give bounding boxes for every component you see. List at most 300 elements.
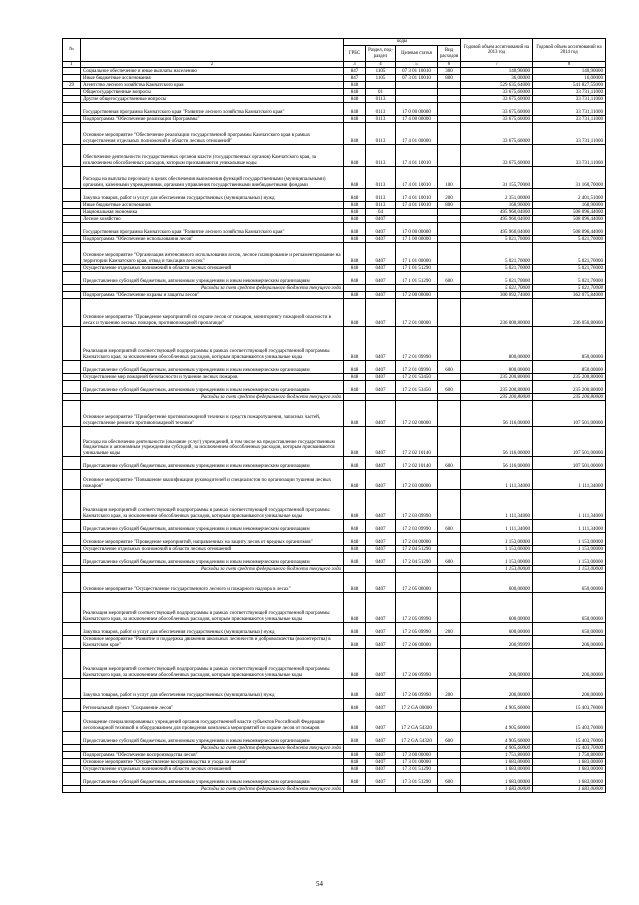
row-name: Лесное хозяйство bbox=[81, 216, 344, 223]
row-grbs: 848 bbox=[344, 292, 366, 299]
row-target-article: 17 2 01 09990 bbox=[396, 327, 438, 361]
row-grbs: 848 bbox=[344, 752, 366, 759]
row-target-article: 17 2 01 53450 bbox=[396, 381, 438, 394]
table-row bbox=[63, 766, 606, 773]
row-amount-2013: 235 200,80000 bbox=[461, 381, 533, 394]
row-grbs bbox=[344, 566, 366, 573]
row-expense-type bbox=[438, 427, 461, 457]
row-grbs: 848 bbox=[344, 82, 366, 89]
row-amount-2014: 1 111,34000 bbox=[533, 520, 606, 533]
table-row bbox=[63, 265, 606, 272]
row-expense-type bbox=[438, 116, 461, 123]
row-number bbox=[63, 265, 81, 272]
table-header bbox=[63, 39, 606, 68]
row-razdel bbox=[366, 566, 396, 573]
row-grbs: 848 bbox=[344, 520, 366, 533]
row-razdel: 0407 bbox=[366, 427, 396, 457]
row-razdel: 0407 bbox=[366, 223, 396, 236]
row-number bbox=[63, 292, 81, 299]
row-expense-type bbox=[438, 712, 461, 732]
row-number bbox=[63, 272, 81, 285]
row-name: Агентство лесного хозяйства Камчатского края bbox=[81, 82, 344, 89]
header-target-article: Целевая статья bbox=[396, 46, 438, 62]
row-razdel: 0407 bbox=[366, 401, 396, 427]
row-razdel: 0407 bbox=[366, 381, 396, 394]
row-name: Осуществление отдельных полномочий в области лесных отношений bbox=[81, 546, 344, 553]
row-target-article: 17 2 01 53450 bbox=[396, 374, 438, 381]
row-amount-2014: 16,00000 bbox=[533, 75, 606, 82]
row-razdel: 0407 bbox=[366, 243, 396, 265]
row-grbs: 848 bbox=[344, 123, 366, 145]
row-amount-2014: 206,00000 bbox=[533, 636, 606, 649]
row-amount-2014: 168,90000 bbox=[533, 202, 606, 209]
row-expense-type bbox=[438, 401, 461, 427]
row-razdel: 0113 bbox=[366, 189, 396, 202]
row-name: Предоставление субсидий бюджетным, автономным учреждениям и иным некоммерческим организациям bbox=[81, 732, 344, 745]
row-expense-type bbox=[438, 103, 461, 116]
row-amount-2014: 33 731,11000 bbox=[533, 96, 606, 103]
row-target-article bbox=[396, 89, 438, 96]
row-expense-type bbox=[438, 145, 461, 167]
row-expense-type bbox=[438, 96, 461, 103]
row-name: Подпрограмма "Обеспечение охраны и защиты лесов" bbox=[81, 292, 344, 299]
row-razdel: 0113 bbox=[366, 202, 396, 209]
row-grbs: 848 bbox=[344, 679, 366, 699]
row-amount-2013: 4 905,60000 bbox=[461, 732, 533, 745]
row-grbs: 848 bbox=[344, 145, 366, 167]
row-name: Государственная программа Камчатского края "Развитие лесного хозяйства Камчатского края" bbox=[81, 103, 344, 116]
row-amount-2014: 33 731,11000 bbox=[533, 116, 606, 123]
row-grbs: 848 bbox=[344, 470, 366, 490]
row-amount-2014: 33 731,11000 bbox=[533, 145, 606, 167]
row-expense-type bbox=[438, 374, 461, 381]
row-amount-2014: 850,00000 bbox=[533, 361, 606, 374]
row-expense-type bbox=[438, 243, 461, 265]
row-amount-2013: 2 351,00000 bbox=[461, 189, 533, 202]
table-row bbox=[63, 123, 606, 145]
row-expense-type: 600 bbox=[438, 553, 461, 566]
row-target-article: 17 2 GA 54320 bbox=[396, 732, 438, 745]
row-grbs: 848 bbox=[344, 766, 366, 773]
row-razdel bbox=[366, 745, 396, 752]
row-amount-2014: 5 021,70000 bbox=[533, 285, 606, 292]
row-grbs: 848 bbox=[344, 699, 366, 712]
row-number bbox=[63, 299, 81, 327]
row-grbs: 848 bbox=[344, 116, 366, 123]
row-razdel: 0407 bbox=[366, 699, 396, 712]
row-expense-type: 600 bbox=[438, 361, 461, 374]
row-grbs: 848 bbox=[344, 636, 366, 649]
row-expense-type: 600 bbox=[438, 732, 461, 745]
row-amount-2013: 33 675,60000 bbox=[461, 123, 533, 145]
row-number bbox=[63, 223, 81, 236]
table-row bbox=[63, 236, 606, 243]
row-amount-2014: 1 750,80000 bbox=[533, 752, 606, 759]
row-amount-2014: 31 160,70000 bbox=[533, 167, 606, 189]
row-name: Основное мероприятие "Осуществление государственного лесного и пожарного надзора в лесах" bbox=[81, 573, 344, 593]
row-expense-type bbox=[438, 649, 461, 679]
row-razdel: 0407 bbox=[366, 533, 396, 546]
row-name: Социальное обеспечение и иные выплаты населению bbox=[81, 68, 344, 75]
table-row bbox=[63, 490, 606, 520]
table-row bbox=[63, 553, 606, 566]
row-name: Региональный проект "Сохранение лесов" bbox=[81, 699, 344, 712]
row-amount-2013: 495 960,04000 bbox=[461, 216, 533, 223]
row-razdel: 0407 bbox=[366, 327, 396, 361]
table-row bbox=[63, 68, 606, 75]
table-row bbox=[63, 401, 606, 427]
row-expense-type bbox=[438, 533, 461, 546]
row-amount-2013: 1 683,00000 bbox=[461, 766, 533, 773]
row-name: Реализация мероприятий соответствующей подпрограммы в рамках соответствующей государственной программы Камчатского края, за исключением обособленных расходов, которым присваиваются уникальные коды bbox=[81, 490, 344, 520]
row-amount-2014: 33 731,11000 bbox=[533, 123, 606, 145]
row-name: Иные бюджетные ассигнования bbox=[81, 202, 344, 209]
row-razdel: 0407 bbox=[366, 636, 396, 649]
row-razdel: 0407 bbox=[366, 299, 396, 327]
row-expense-type bbox=[438, 786, 461, 793]
row-name: Основное мероприятие "Обеспечение реализации государственной программы Камчатского края в рамках осуществления отдельных полномочий в области лесных отношений" bbox=[81, 123, 344, 145]
row-razdel: 0407 bbox=[366, 457, 396, 470]
row-razdel: 0113 bbox=[366, 167, 396, 189]
row-target-article: 17 2 04 00000 bbox=[396, 533, 438, 546]
row-amount-2013: 495 960,04000 bbox=[461, 223, 533, 236]
row-number bbox=[63, 202, 81, 209]
row-name: Подпрограмма "Обеспечение воспроизводства лесов" bbox=[81, 752, 344, 759]
row-number bbox=[63, 381, 81, 394]
row-name: Осуществление отдельных полномочий в области лесных отношений bbox=[81, 265, 344, 272]
row-number bbox=[63, 520, 81, 533]
row-razdel: 0407 bbox=[366, 766, 396, 773]
row-expense-type bbox=[438, 209, 461, 216]
header-colnum: 2 bbox=[81, 62, 344, 68]
row-razdel bbox=[366, 786, 396, 793]
row-grbs: 848 bbox=[344, 490, 366, 520]
row-amount-2013: 56 116,00000 bbox=[461, 427, 533, 457]
row-name: Основное мероприятие "Проведение мероприятий, направленных на защиту лесов от вредных организмов" bbox=[81, 533, 344, 546]
row-razdel: 0407 bbox=[366, 236, 396, 243]
table-row bbox=[63, 272, 606, 285]
table-row bbox=[63, 623, 606, 636]
row-expense-type: 600 bbox=[438, 457, 461, 470]
row-target-article: 17 2 02 00000 bbox=[396, 401, 438, 427]
row-grbs: 848 bbox=[344, 457, 366, 470]
row-razdel bbox=[366, 82, 396, 89]
row-name: Закупка товаров, работ и услуг для обеспечения государственных (муниципальных) нужд bbox=[81, 623, 344, 636]
row-grbs: 848 bbox=[344, 649, 366, 679]
row-target-article: 17 2 01 00000 bbox=[396, 299, 438, 327]
row-amount-2013: 5 021,70000 bbox=[461, 243, 533, 265]
row-name: Предоставление субсидий бюджетным, автономным учреждениям и иным некоммерческим организациям bbox=[81, 553, 344, 566]
table-row bbox=[63, 75, 606, 82]
row-amount-2013: 1 111,34000 bbox=[461, 490, 533, 520]
row-razdel: 0407 bbox=[366, 272, 396, 285]
row-target-article bbox=[396, 96, 438, 103]
row-number bbox=[63, 470, 81, 490]
row-grbs: 848 bbox=[344, 427, 366, 457]
row-grbs: 848 bbox=[344, 236, 366, 243]
table-row bbox=[63, 82, 606, 89]
row-name: Расходы за счет средств федерального бюджета текущего года bbox=[81, 285, 344, 292]
row-target-article bbox=[396, 216, 438, 223]
table-row bbox=[63, 209, 606, 216]
row-grbs: 848 bbox=[344, 189, 366, 202]
row-target-article: 17 2 02 10140 bbox=[396, 457, 438, 470]
row-name: Реализация мероприятий соответствующей подпрограммы в рамках соответствующей государственной программы Камчатского края, за исключением обособленных расходов, которым присваиваются уникальные коды bbox=[81, 593, 344, 623]
row-target-article: 17 2 06 09990 bbox=[396, 649, 438, 679]
row-expense-type bbox=[438, 593, 461, 623]
table-row bbox=[63, 427, 606, 457]
table-row bbox=[63, 89, 606, 96]
row-number bbox=[63, 699, 81, 712]
row-amount-2013: 1 683,00000 bbox=[461, 759, 533, 766]
row-target-article: 17 0 00 00000 bbox=[396, 223, 438, 236]
row-number bbox=[63, 553, 81, 566]
row-expense-type: 600 bbox=[438, 381, 461, 394]
row-number bbox=[63, 374, 81, 381]
row-razdel: 0407 bbox=[366, 265, 396, 272]
row-amount-2014: 508 096,44000 bbox=[533, 223, 606, 236]
row-expense-type bbox=[438, 216, 461, 223]
table-row bbox=[63, 470, 606, 490]
row-target-article: 07 3 01 10010 bbox=[396, 68, 438, 75]
row-amount-2013: 529 635,64000 bbox=[461, 82, 533, 89]
row-amount-2013: 236 000,80000 bbox=[461, 299, 533, 327]
row-razdel: 0407 bbox=[366, 773, 396, 786]
row-name: Закупка товаров, работ и услуг для обеспечения государственных (муниципальных) нужд bbox=[81, 679, 344, 699]
row-name: Предоставление субсидий бюджетным, автономным учреждениям и иным некоммерческим организациям bbox=[81, 361, 344, 374]
row-amount-2014: 508 096,44000 bbox=[533, 216, 606, 223]
header-colnum: 6 bbox=[438, 62, 461, 68]
row-grbs: 848 bbox=[344, 299, 366, 327]
table-row bbox=[63, 759, 606, 766]
row-expense-type bbox=[438, 470, 461, 490]
row-amount-2013: 4 905,60000 bbox=[461, 699, 533, 712]
row-expense-type bbox=[438, 123, 461, 145]
row-razdel: 0407 bbox=[366, 679, 396, 699]
row-number bbox=[63, 327, 81, 361]
row-name: Осуществление отдельных полномочий в области лесных отношений bbox=[81, 766, 344, 773]
row-grbs: 848 bbox=[344, 732, 366, 745]
row-target-article bbox=[396, 285, 438, 292]
row-razdel: 1105 bbox=[366, 75, 396, 82]
row-amount-2013: 4 905,60000 bbox=[461, 745, 533, 752]
header-year-2014: Годовой объем ассигнований на 2014 год bbox=[533, 39, 606, 62]
row-number bbox=[63, 766, 81, 773]
row-number bbox=[63, 759, 81, 766]
table-row bbox=[63, 712, 606, 732]
row-number bbox=[63, 189, 81, 202]
row-target-article: 17 4 01 10010 bbox=[396, 202, 438, 209]
table-row-federal-subtotal bbox=[63, 786, 606, 793]
row-target-article bbox=[396, 394, 438, 401]
row-number bbox=[63, 457, 81, 470]
row-target-article bbox=[396, 786, 438, 793]
row-name: Осуществление мер пожарной безопасности и тушение лесных пожаров bbox=[81, 374, 344, 381]
table-row bbox=[63, 299, 606, 327]
row-grbs: 848 bbox=[344, 265, 366, 272]
row-amount-2014: 235 200,80000 bbox=[533, 374, 606, 381]
row-number bbox=[63, 732, 81, 745]
row-number bbox=[63, 752, 81, 759]
row-number bbox=[63, 786, 81, 793]
row-target-article: 17 2 04 51290 bbox=[396, 546, 438, 553]
row-razdel: 0407 bbox=[366, 361, 396, 374]
row-amount-2014: 1 153,00000 bbox=[533, 533, 606, 546]
row-name: Общегосударственные вопросы bbox=[81, 89, 344, 96]
row-amount-2013: 33 675,60000 bbox=[461, 96, 533, 103]
table-row bbox=[63, 457, 606, 470]
row-razdel: 0113 bbox=[366, 96, 396, 103]
row-razdel: 0407 bbox=[366, 593, 396, 623]
row-expense-type: 200 bbox=[438, 189, 461, 202]
row-target-article: 17 3 01 51290 bbox=[396, 766, 438, 773]
row-grbs: 848 bbox=[344, 374, 366, 381]
row-name: Предоставление субсидий бюджетным, автономным учреждениям и иным некоммерческим организациям bbox=[81, 457, 344, 470]
row-target-article: 17 4 01 00000 bbox=[396, 123, 438, 145]
row-target-article bbox=[396, 209, 438, 216]
row-grbs: 848 bbox=[344, 327, 366, 361]
row-amount-2013: 1 751,80000 bbox=[461, 752, 533, 759]
row-name: Оснащение специализированных учреждений органов государственной власти субъектов Российской Федерации лесопожарной техникой и оборудованием для проведения комплекса мероприятий по охране лесов от пожаров bbox=[81, 712, 344, 732]
row-razdel: 0407 bbox=[366, 573, 396, 593]
row-expense-type bbox=[438, 394, 461, 401]
row-amount-2013: 168,90000 bbox=[461, 202, 533, 209]
row-target-article: 17 4 01 10010 bbox=[396, 145, 438, 167]
row-expense-type: 200 bbox=[438, 679, 461, 699]
row-grbs: 848 bbox=[344, 89, 366, 96]
row-razdel: 0407 bbox=[366, 712, 396, 732]
row-name: Другие общегосударственные вопросы bbox=[81, 96, 344, 103]
row-grbs: 848 bbox=[344, 623, 366, 636]
row-amount-2014: 15 403,70000 bbox=[533, 745, 606, 752]
table-row bbox=[63, 223, 606, 236]
row-amount-2013: 206,00000 bbox=[461, 649, 533, 679]
row-grbs: 848 bbox=[344, 209, 366, 216]
row-amount-2014: 362 075,84000 bbox=[533, 292, 606, 299]
table-row bbox=[63, 546, 606, 553]
row-amount-2013: 1 153,00000 bbox=[461, 566, 533, 573]
row-number bbox=[63, 636, 81, 649]
row-razdel: 04 bbox=[366, 209, 396, 216]
row-name: Предоставление субсидий бюджетным, автономным учреждениям и иным некоммерческим организациям bbox=[81, 272, 344, 285]
row-razdel: 0407 bbox=[366, 490, 396, 520]
row-amount-2014: 850,00000 bbox=[533, 327, 606, 361]
row-grbs bbox=[344, 786, 366, 793]
row-name: Предоставление субсидий бюджетным, автономным учреждениям и иным некоммерческим организациям bbox=[81, 520, 344, 533]
row-amount-2014: 140,90000 bbox=[533, 68, 606, 75]
row-amount-2014: 5 021,70000 bbox=[533, 265, 606, 272]
row-expense-type: 200 bbox=[438, 623, 461, 636]
header-codes: коды bbox=[344, 39, 461, 46]
row-amount-2013: 33 675,60000 bbox=[461, 89, 533, 96]
row-grbs: 848 bbox=[344, 216, 366, 223]
row-expense-type bbox=[438, 89, 461, 96]
row-amount-2013: 1 111,34000 bbox=[461, 470, 533, 490]
row-grbs: 848 bbox=[344, 361, 366, 374]
row-amount-2014: 33 731,11000 bbox=[533, 89, 606, 96]
row-amount-2013: 56 116,00000 bbox=[461, 401, 533, 427]
row-number bbox=[63, 167, 81, 189]
table-row bbox=[63, 327, 606, 361]
row-name: Государственная программа Камчатского края "Развитие лесного хозяйства Камчатского края" bbox=[81, 223, 344, 236]
table-row bbox=[63, 520, 606, 533]
row-expense-type bbox=[438, 490, 461, 520]
row-razdel: 0113 bbox=[366, 145, 396, 167]
row-expense-type bbox=[438, 236, 461, 243]
table-row bbox=[63, 116, 606, 123]
row-amount-2013: 140,90000 bbox=[461, 68, 533, 75]
row-grbs bbox=[344, 394, 366, 401]
header-colnum: 5 bbox=[396, 62, 438, 68]
row-number bbox=[63, 712, 81, 732]
row-number bbox=[63, 649, 81, 679]
table-row bbox=[63, 679, 606, 699]
row-amount-2014: 107 501,00000 bbox=[533, 401, 606, 427]
table-row bbox=[63, 202, 606, 209]
row-amount-2014: 206,00000 bbox=[533, 679, 606, 699]
row-amount-2013: 800,00000 bbox=[461, 361, 533, 374]
table-row bbox=[63, 96, 606, 103]
row-amount-2013: 36,00000 bbox=[461, 75, 533, 82]
row-grbs: 848 bbox=[344, 553, 366, 566]
table-row bbox=[63, 189, 606, 202]
table-row bbox=[63, 145, 606, 167]
row-amount-2014: 235 200,80000 bbox=[533, 381, 606, 394]
row-name: Расходы на выплаты персоналу в целях обеспечения выполнения функций государственными (муниципальными) органами, казенными учреждениями, органами управления государственными внебюджетными фондами bbox=[81, 167, 344, 189]
row-amount-2013: 1 683,00000 bbox=[461, 773, 533, 786]
row-name: Реализация мероприятий соответствующей подпрограммы в рамках соответствующей государственной программы Камчатского края, за исключением обособленных расходов, которым присваиваются уникальные коды bbox=[81, 327, 344, 361]
table-row bbox=[63, 593, 606, 623]
header-colnum: 1 bbox=[63, 62, 81, 68]
row-grbs: 848 bbox=[344, 546, 366, 553]
row-expense-type bbox=[438, 752, 461, 759]
row-amount-2014: 1 683,00000 bbox=[533, 773, 606, 786]
table-row bbox=[63, 361, 606, 374]
table-row bbox=[63, 374, 606, 381]
row-number bbox=[63, 773, 81, 786]
row-expense-type: 100 bbox=[438, 167, 461, 189]
row-grbs: 848 bbox=[344, 573, 366, 593]
row-target-article: 17 2 GA 54320 bbox=[396, 712, 438, 732]
row-grbs: 848 bbox=[344, 533, 366, 546]
row-amount-2013: 4 905,60000 bbox=[461, 712, 533, 732]
row-expense-type: 600 bbox=[438, 773, 461, 786]
header-expense-type: Вид расходов bbox=[438, 46, 461, 62]
row-name: Расходы на обеспечение деятельности (оказание услуг) учреждений, в том числе на предоставление государственным бюджетным и автономным учреждениям субсидий, за исключением обособленных расходов, которым присваиваются уникальные коды bbox=[81, 427, 344, 457]
row-amount-2014: 15 403,70000 bbox=[533, 712, 606, 732]
row-razdel: 0407 bbox=[366, 216, 396, 223]
table-row bbox=[63, 381, 606, 394]
row-target-article: 17 4 01 10010 bbox=[396, 167, 438, 189]
row-target-article: 17 3 01 51290 bbox=[396, 773, 438, 786]
row-grbs bbox=[344, 285, 366, 292]
row-target-article: 17 3 01 00000 bbox=[396, 759, 438, 766]
row-grbs: 847 bbox=[344, 68, 366, 75]
row-grbs: 847 bbox=[344, 75, 366, 82]
row-amount-2014: 2 401,51000 bbox=[533, 189, 606, 202]
row-target-article: 17 2 03 09990 bbox=[396, 490, 438, 520]
row-target-article: 17 2 06 09990 bbox=[396, 679, 438, 699]
row-amount-2013: 800,00000 bbox=[461, 327, 533, 361]
row-expense-type: 800 bbox=[438, 75, 461, 82]
table-row bbox=[63, 732, 606, 745]
row-grbs: 848 bbox=[344, 167, 366, 189]
table-row bbox=[63, 752, 606, 759]
table-row bbox=[63, 103, 606, 116]
row-razdel: 0407 bbox=[366, 546, 396, 553]
table-row bbox=[63, 533, 606, 546]
row-number bbox=[63, 96, 81, 103]
